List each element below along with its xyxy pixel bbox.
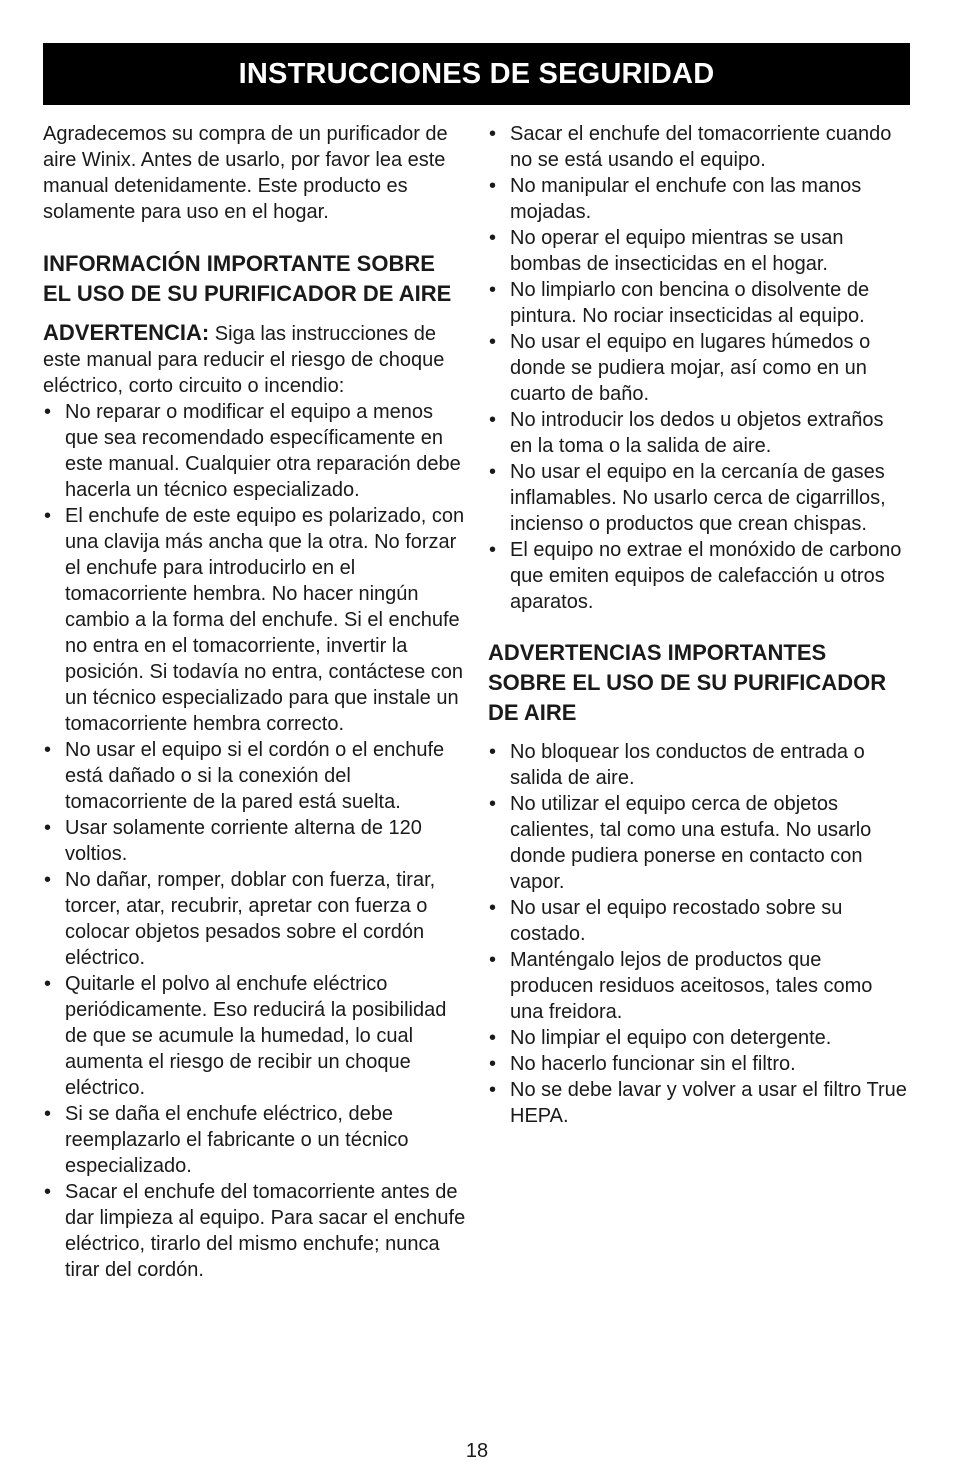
- list-item: • No usar el equipo si el cordón o el enchufe está dañado o si la conexión del tomacorriente de la pared está suelta.: [43, 737, 468, 815]
- warnings-bullet-list: [488, 739, 910, 1129]
- left-bullet-list: [43, 399, 468, 1283]
- list-item: • No bloquear los conductos de entrada o salida de aire.: [488, 739, 910, 791]
- list-item: • Manténgalo lejos de productos que producen residuos aceitosos, tales como una freidora.: [488, 947, 910, 1025]
- intro-paragraph: Agradecemos su compra de un purificador de aire Winix. Antes de usarlo, por favor lea este manual detenidamente. Este producto es solamente para uso en el hogar.: [43, 123, 448, 223]
- list-item: • No introducir los dedos u objetos extraños en la toma o la salida de aire.: [488, 407, 910, 459]
- list-item: • El equipo no extrae el monóxido de carbono que emiten equipos de calefacción u otros aparatos.: [488, 537, 910, 615]
- warning-text: Siga las instrucciones de este manual para reducir el riesgo de choque eléctrico, corto circuito o incendio:: [43, 323, 445, 397]
- list-item: • No limpiar el equipo con detergente.: [488, 1025, 910, 1051]
- list-item: • No reparar o modificar el equipo a menos que sea recomendado específicamente en este manual. Cualquier otra reparación debe hacerla un técnico especializado.: [43, 399, 468, 503]
- list-item: • No operar el equipo mientras se usan bombas de insecticidas en el hogar.: [488, 225, 910, 277]
- list-item: • Sacar el enchufe del tomacorriente antes de dar limpieza al equipo. Para sacar el enchufe eléctrico, tirarlo del mismo enchufe; nunca tirar del cordón.: [43, 1179, 468, 1283]
- page-title: INSTRUCCIONES DE SEGURIDAD: [238, 57, 715, 90]
- left-column: [43, 121, 468, 1283]
- list-item: • Usar solamente corriente alterna de 120 voltios.: [43, 815, 468, 867]
- list-item: • No se debe lavar y volver a usar el filtro True HEPA.: [488, 1077, 910, 1129]
- list-item: • No manipular el enchufe con las manos mojadas.: [488, 173, 910, 225]
- list-item: • No dañar, romper, doblar con fuerza, tirar, torcer, atar, recubrir, apretar con fuerza o colocar objetos pesados sobre el cordón eléctrico.: [43, 867, 468, 971]
- list-item: • Sacar el enchufe del tomacorriente cuando no se está usando el equipo.: [488, 121, 910, 173]
- list-item: • No usar el equipo en lugares húmedos o donde se pudiera mojar, así como en un cuarto de baño.: [488, 329, 910, 407]
- list-item: • No usar el equipo en la cercanía de gases inflamables. No usarlo cerca de cigarrillos, incienso o productos que crean chispas.: [488, 459, 910, 537]
- title-bar: [43, 43, 910, 105]
- list-item: • No limpiarlo con bencina o disolvente de pintura. No rociar insecticidas al equipo.: [488, 277, 910, 329]
- page-number: 18: [465, 1440, 489, 1462]
- list-item: • El enchufe de este equipo es polarizado, con una clavija más ancha que la otra. No forzar el enchufe para introducirlo en el tomacorriente hembra. No hacer ningún cambio a la forma del enchufe. Si el enchufe no entra en el tomacorriente, invertir la posición. Si todavía no entra, contáctese con un técnico especializado para que instale un tomacorriente hembra correcto.: [43, 503, 468, 737]
- list-item: • Si se daña el enchufe eléctrico, debe reemplazarlo el fabricante o un técnico especializado.: [43, 1101, 468, 1179]
- right-bullet-list: [488, 121, 910, 615]
- right-column: [488, 121, 910, 1129]
- list-item: • No hacerlo funcionar sin el filtro.: [488, 1051, 910, 1077]
- list-item: • No usar el equipo recostado sobre su costado.: [488, 895, 910, 947]
- list-item: • Quitarle el polvo al enchufe eléctrico periódicamente. Eso reducirá la posibilidad de que se acumule la humedad, lo cual aumenta el riesgo de recibir un choque eléctrico.: [43, 971, 468, 1101]
- warning-label: ADVERTENCIA:: [43, 320, 210, 345]
- warning-paragraph: [43, 320, 468, 399]
- info-heading: INFORMACIÓN IMPORTANTE SOBRE EL USO DE SU PURIFICADOR DE AIRE: [43, 251, 452, 306]
- warnings-heading: ADVERTENCIAS IMPORTANTES SOBRE EL USO DE SU PURIFICADOR DE AIRE: [488, 640, 887, 725]
- list-item: • No utilizar el equipo cerca de objetos calientes, tal como una estufa. No usarlo donde pudiera ponerse en contacto con vapor.: [488, 791, 910, 895]
